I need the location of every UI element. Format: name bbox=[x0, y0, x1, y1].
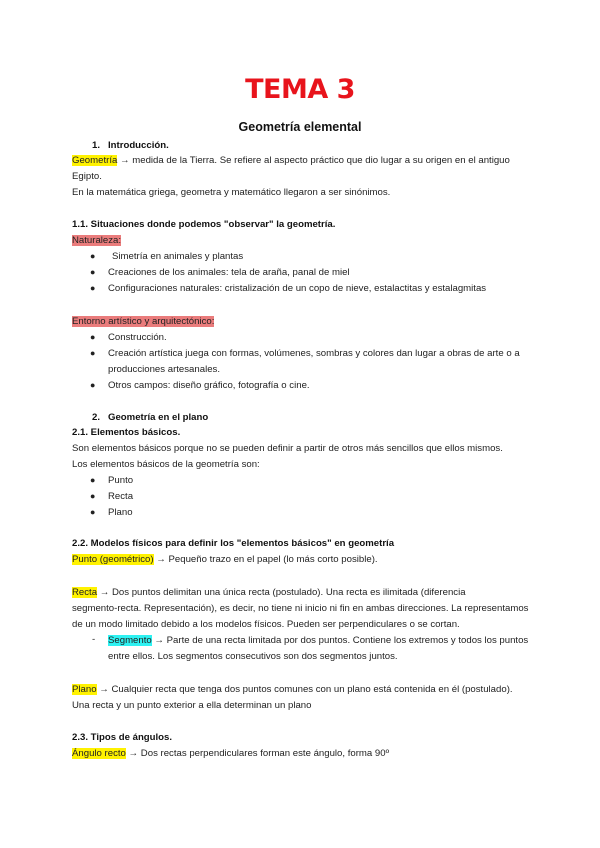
section-2-3-heading: 2.3. Tipos de ángulos. bbox=[72, 732, 173, 743]
elementos-text-2: Los elementos básicos de la geometría son: bbox=[72, 459, 260, 470]
page-title: TEMA 3 bbox=[245, 74, 355, 105]
geometria-text: medida de la Tierra. Se refiere al aspecto práctico que dio lugar a su origen en el antiguo bbox=[132, 155, 510, 166]
section-2-heading: Geometría en el plano bbox=[108, 412, 209, 423]
recta-text: → Dos puntos delimitan una única recta (postulado). Una recta es ilimitada (diferencia bbox=[97, 587, 466, 598]
bullet-icon: ● bbox=[90, 475, 96, 485]
entorno-label bbox=[72, 315, 214, 328]
segmento-definition bbox=[108, 634, 528, 647]
section-2-2-heading: 2.2. Modelos físicos para definir los "elementos básicos" en geometría bbox=[72, 538, 395, 549]
list-item: Configuraciones naturales: cristalización de un copo de nieve, estalactitas y estalagmitas bbox=[108, 283, 487, 294]
bullet-icon: ● bbox=[90, 348, 96, 358]
angulo-text: → Dos rectas perpendiculares forman este ángulo, forma 90º bbox=[125, 748, 390, 759]
list-item: Creación artística juega con formas, volúmenes, sombras y colores dan lugar a obras de arte o a bbox=[108, 348, 520, 359]
section-1-number: 1. bbox=[92, 140, 101, 151]
section-2-number: 2. bbox=[92, 412, 101, 423]
geometria-definition bbox=[72, 154, 510, 167]
recta-text-3: de un modo limitado debido a los modelos físicos. Pueden ser perpendiculares o se cortan. bbox=[72, 619, 460, 630]
plano-text-2: Una recta y un punto exterior a ella determinan un plano bbox=[72, 700, 312, 711]
arrow-glyph: → bbox=[117, 155, 133, 166]
bullet-icon: ● bbox=[90, 380, 96, 390]
naturaleza-term: Naturaleza: bbox=[72, 235, 122, 246]
segmento-term: Segmento bbox=[108, 635, 152, 646]
geometria-term: Geometría bbox=[72, 155, 118, 166]
list-item: Simetría en animales y plantas bbox=[112, 251, 244, 262]
list-item: Plano bbox=[108, 507, 133, 518]
segmento-text-2: entre ellos. Los segmentos consecutivos son dos segmentos juntos. bbox=[108, 651, 398, 662]
elementos-text-1: Son elementos básicos porque no se pueden definir a partir de otros más sencillos que ellos mismos. bbox=[72, 443, 503, 454]
list-item: Recta bbox=[108, 491, 134, 502]
plano-text: → Cualquier recta que tenga dos puntos comunes con un plano está contenida en él (postulado). bbox=[96, 684, 513, 695]
punto-term: Punto (geométrico) bbox=[72, 554, 154, 565]
list-item: Punto bbox=[108, 475, 134, 486]
bullet-icon: ● bbox=[90, 332, 96, 342]
list-item: Creaciones de los animales: tela de araña, panal de miel bbox=[108, 267, 350, 278]
list-item: Otros campos: diseño gráfico, fotografía o cine. bbox=[108, 380, 310, 391]
recta-text-2: segmento-recta. Representación), es decir, no tiene ni inicio ni fin en ambas direcciones. La representamos bbox=[72, 603, 529, 614]
recta-definition bbox=[72, 586, 466, 599]
plano-term: Plano bbox=[72, 684, 97, 695]
entorno-term: Entorno artístico y arquitectónico: bbox=[72, 316, 215, 327]
plano-definition bbox=[72, 683, 513, 696]
punto-definition bbox=[72, 553, 378, 566]
section-2-1-heading: 2.1. Elementos básicos. bbox=[72, 427, 181, 438]
section-1-1-heading: 1.1. Situaciones donde podemos "observar" la geometría. bbox=[72, 219, 336, 230]
section-1-heading: Introducción. bbox=[108, 140, 169, 151]
list-item-continuation: producciones artesanales. bbox=[108, 364, 220, 375]
list-item: Construcción. bbox=[108, 332, 167, 343]
bullet-icon: ● bbox=[90, 267, 96, 277]
bullet-icon: ● bbox=[90, 251, 96, 261]
page-subtitle: Geometría elemental bbox=[238, 120, 362, 134]
punto-text: → Pequeño trazo en el papel (lo más corto posible). bbox=[153, 554, 378, 565]
geometria-text-2: Egipto. bbox=[72, 171, 102, 182]
bullet-icon: ● bbox=[90, 507, 96, 517]
geometria-text-3: En la matemática griega, geometra y matemático llegaron a ser sinónimos. bbox=[72, 187, 391, 198]
angulo-term: Ángulo recto bbox=[72, 748, 126, 759]
angulo-definition bbox=[72, 747, 389, 760]
naturaleza-label bbox=[72, 234, 121, 247]
recta-term: Recta bbox=[72, 587, 98, 598]
dash-bullet: - bbox=[92, 634, 96, 645]
segmento-text: → Parte de una recta limitada por dos puntos. Contiene los extremos y todos los puntos bbox=[151, 635, 529, 646]
bullet-icon: ● bbox=[90, 283, 96, 293]
bullet-icon: ● bbox=[90, 491, 96, 501]
